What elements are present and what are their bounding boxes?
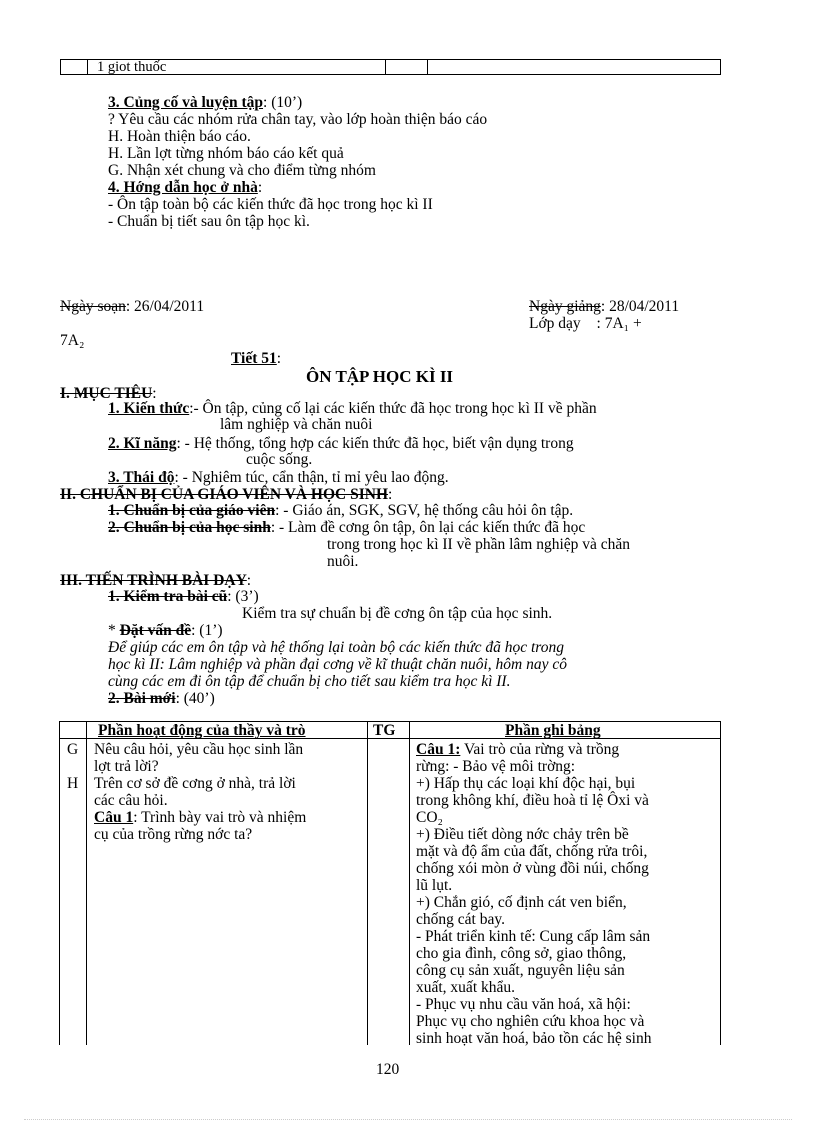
table-cell-divider [385,60,386,74]
table-right-line: rừng: - Bảo vệ môi trờng: [416,758,576,775]
section4-heading-label: 4. Hớng dẫn học ở nhà [108,179,258,196]
section-heading [60,486,392,503]
body-line: - Chuẩn bị tiết sau ôn tập học kì. [108,213,310,230]
body-line: Để giúp các em ôn tập và hệ thống lại toàn bộ các kiến thức đã học trong [108,639,564,656]
body-line: học kì II: Lâm nghiệp và phần đại cơng về kĩ thuật chăn nuôi, hôm nay cô [108,656,567,673]
ki-nang-text: : - Hệ thống, tổng hợp các kiến thức đã học, biết vận dụng trong [176,435,574,452]
bai-moi-suffix: : (40’) [175,690,215,707]
table-right-line: cho gia đình, công sở, giao thông, [416,945,627,962]
body-line: ? Yêu cầu các nhóm rửa chân tay, vào lớp hoàn thiện báo cáo [108,111,488,128]
section-heading [108,94,302,111]
ngay-soan-value: : 26/04/2011 [125,298,205,315]
cau1-label: Câu 1 [94,809,134,826]
lop-day-cont: 7A₂ [60,332,85,349]
table-right-line: công cụ sản xuất, nguyên liệu sản [416,962,625,979]
tiet-suffix: : [276,350,282,367]
body-line: G. Nhận xét chung và cho điểm từng nhóm [108,162,376,179]
dvd-suffix: : (1’) [191,622,223,639]
table-right-line: xuất, xuất khẩu. [416,979,516,996]
table-cell-divider [87,60,88,74]
muc-tieu-suffix: : [152,385,157,402]
page-bottom-divider [24,1119,792,1120]
table-left-line: lợt trả lời? [94,758,159,775]
cau1-question: : Trình bày vai trò và nhiệm [133,809,307,826]
tien-trinh-suffix: : [246,572,252,589]
top-table-row [60,59,721,75]
ktbc-line [108,588,259,605]
table-right-line: chống xói mòn ở vùng đồi núi, chống [416,860,649,877]
kien-thuc-text: :- Ôn tập, củng cố lại các kiến thức đã học trong học kì II về phần [189,400,597,417]
table-left-question [94,809,306,826]
dvd-prefix: * [108,622,120,639]
table-right-line: lũ lụt. [416,877,453,894]
body-line: H. Hoàn thiện báo cáo. [108,128,251,145]
body-line: trong trong học kì II về phần lâm nghiệp và chăn [327,536,631,553]
table-left-line: các câu hỏi. [94,792,168,809]
ktbc-suffix: : (3’) [227,588,259,605]
hs-label: 2. Chuẩn bị của học sinh [108,519,271,536]
hs-line [108,519,585,536]
bai-moi-line [108,690,215,707]
right-cau1-label: Câu 1: [416,741,461,758]
table-right-line: +) Chắn gió, cố định cát ven biển, [416,894,627,911]
section-heading [60,572,251,589]
ngay-giang [529,298,679,315]
tien-trinh-heading: III. TIẾN TRÌNH BÀI DẠY [60,572,247,589]
dvd-line [108,622,223,639]
table-right-line: - Phục vụ nhu cầu văn hoá, xã hội: [416,996,631,1013]
table-left-line: cụ của trồng rừng nớc ta? [94,826,253,843]
table-right-line: trong không khí, điều hoà tỉ lệ Ôxi và [416,792,649,809]
hs-text: : - Làm đề cơng ôn tập, ôn lại các kiến thức đã học [270,519,586,536]
body-line: H. Lần lợt từng nhóm báo cáo kết quả [108,145,344,162]
table-divider [86,722,87,1045]
table-right-line: +) Hấp thụ các loại khí độc hại, bụi [416,775,636,792]
body-line: lâm nghiệp và chăn nuôi [220,416,373,433]
gv-line [108,502,573,519]
table-divider [409,722,410,1045]
table-header-board: Phần ghi bảng [505,722,601,739]
section3-heading-suffix: : (10’) [263,94,303,111]
table-header-time: TG [373,722,396,739]
table-cell-divider [427,60,428,74]
table-cell-text: 1 giot thuốc [97,59,167,75]
thai-do-line [108,469,449,486]
body-line: cuộc sống. [246,451,313,468]
chuan-bi-heading: II. CHUẨN BỊ CỦA GIÁO VIÊN VÀ HỌC SINH [60,486,388,503]
ngay-giang-value: : 28/04/2011 [600,298,680,315]
gv-label: 1. Chuẩn bị của giáo viên [108,502,276,519]
table-right-line: - Phát triển kinh tế: Cung cấp lâm sản [416,928,651,945]
ngay-soan-label: Ngày soạn [60,298,126,315]
table-right-line: mặt và độ ẩm của đất, chống rửa trôi, [416,843,648,860]
table-left-line: Nêu câu hỏi, yêu cầu học sinh lần [94,741,304,758]
role-teacher: G [67,741,79,758]
ki-nang-label: 2. Kĩ năng [108,435,177,452]
lop-day-value: : 7A₁ + [596,315,642,332]
ktbc-label: 1. Kiểm tra bài cũ [108,588,228,605]
ngay-giang-label: Ngày giảng [529,298,601,315]
page-number: 120 [376,1061,400,1078]
ki-nang-line [108,435,574,452]
tiet-number: Tiết 51 [231,350,277,367]
right-cau1-text: Vai trò của rừng và trồng [460,741,620,758]
ngay-soan [60,298,204,315]
lop-day-label: Lớp dạy [529,315,581,332]
lop-day [529,315,642,332]
table-right-line: sinh hoạt văn hoá, bảo tồn các hệ sinh [416,1030,652,1047]
table-right-line: +) Điều tiết dòng nớc chảy trên bề [416,826,629,843]
tiet-label [231,350,281,367]
table-right-line: CO₂ [416,809,443,826]
section4-heading-suffix: : [257,179,263,196]
dvd-label: Đặt vấn đề [119,622,192,639]
section-heading [108,179,262,196]
table-divider [367,722,368,1045]
body-line: cùng các em đi ôn tập để chuẩn bị cho tiết sau kiểm tra học kì II. [108,673,511,690]
page-title: ÔN TẬP HỌC KÌ II [306,367,454,386]
body-line: Kiểm tra sự chuẩn bị đề cơng ôn tập của học sinh. [242,605,553,622]
table-right-line: Phục vụ cho nghiên cứu khoa học và [416,1013,645,1030]
kien-thuc-label: 1. Kiến thức [108,400,190,417]
body-line: nuôi. [327,553,359,570]
kien-thuc-line [108,400,597,417]
chuan-bi-suffix: : [388,486,393,503]
body-line: - Ôn tập toàn bộ các kiến thức đã học trong học kì II [108,196,433,213]
thai-do-text: : - Nghiêm túc, cẩn thận, tỉ mỉ yêu lao động. [174,469,449,486]
bai-moi-label: 2. Bài mới [108,690,176,707]
thai-do-label: 3. Thái độ [108,469,175,486]
table-right-line: chống cát bay. [416,911,505,928]
role-student: H [67,775,79,792]
section3-heading-label: 3. Củng cố và luyện tập [108,94,264,111]
lesson-table [59,721,721,1045]
table-right-question [416,741,619,758]
table-left-line: Trên cơ sở đề cơng ở nhà, trả lời [94,775,296,792]
table-header-activity: Phần hoạt động của thầy và trò [98,722,306,739]
muc-tieu-heading: I. MỤC TIÊU [60,385,153,402]
gv-text: : - Giáo án, SGK, SGV, hệ thống câu hỏi ôn tập. [275,502,574,519]
